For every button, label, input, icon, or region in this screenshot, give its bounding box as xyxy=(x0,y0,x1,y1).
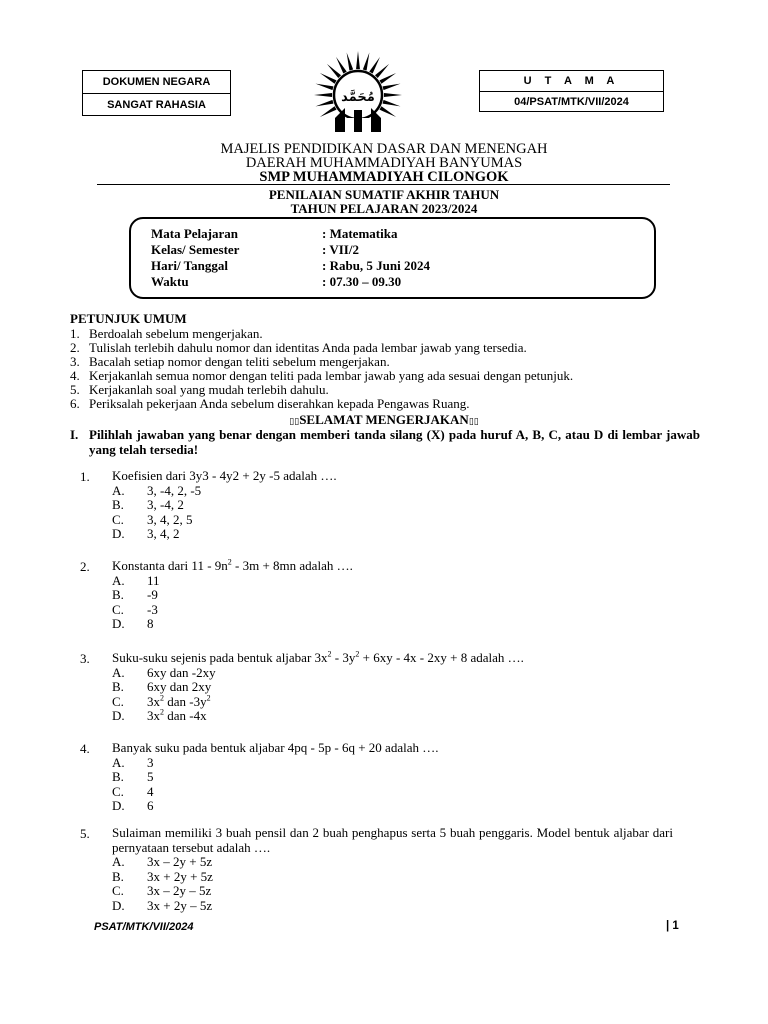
question-number: 4. xyxy=(80,741,90,756)
doc-classification: DOKUMEN NEGARA xyxy=(102,76,211,88)
institution-line-1: MAJELIS PENDIDIKAN DASAR DAN MENENGAH xyxy=(220,141,548,157)
logo-ray xyxy=(384,93,402,97)
option[interactable]: D. 3x + 2y – 5z xyxy=(112,897,213,913)
question-number: 1. xyxy=(80,469,90,484)
info-label: Hari/ Tanggal xyxy=(151,258,228,273)
option[interactable]: A. 3x – 2y + 5z xyxy=(112,854,213,869)
question-5 xyxy=(80,826,673,913)
option[interactable]: A. 11 xyxy=(112,572,160,588)
info-label: Kelas/ Semester xyxy=(151,242,240,257)
option[interactable]: A. 3, -4, 2, -5 xyxy=(112,482,202,498)
question-number: 5. xyxy=(80,826,90,841)
placeholder-glyphs: ▯▯ xyxy=(468,417,479,427)
doc-type: U T A M A xyxy=(523,75,620,87)
page-number: | 1 xyxy=(666,920,679,932)
question-text: Koefisien dari 3y3 - 4y2 + 2y -5 adalah …. xyxy=(112,468,337,483)
info-value: : Matematika xyxy=(322,226,398,241)
logo-ray xyxy=(314,93,332,97)
logo-ray xyxy=(363,52,370,70)
exam-info-box xyxy=(129,217,656,299)
header-rule xyxy=(97,184,670,185)
logo-ray xyxy=(383,84,401,91)
info-value: : Rabu, 5 Juni 2024 xyxy=(322,258,430,273)
logo-ray xyxy=(369,57,380,74)
institution-line-2: DAERAH MUHAMMADIYAH BANYUMAS xyxy=(245,155,523,171)
option[interactable]: C. $3x^2$ dan $-3y^2$ xyxy=(112,693,211,709)
option[interactable]: B. 6xy dan 2xy xyxy=(112,679,212,694)
logo-ray xyxy=(356,51,360,69)
info-label: Waktu xyxy=(151,274,189,289)
school-name: SMP MUHAMMADIYAH CILONGOK xyxy=(259,169,509,185)
logo-ray xyxy=(347,52,354,70)
logo-ray xyxy=(375,64,389,78)
logo-ray xyxy=(315,84,333,91)
footer-code: PSAT/MTK/VII/2024 xyxy=(94,921,194,933)
option[interactable]: B. 5 xyxy=(112,769,154,784)
logo-ray xyxy=(383,100,401,107)
question-4 xyxy=(80,741,673,814)
muhammadiyah-logo xyxy=(305,48,411,140)
logo-ray xyxy=(327,64,341,78)
section-text: Pilihlah jawaban yang benar dengan memberi tanda silang (X) pada huruf A, B, C, atau D di lembar jawab yang telah tersedia! xyxy=(89,427,700,457)
option[interactable]: B. 3x + 2y + 5z xyxy=(112,868,213,884)
logo-ray xyxy=(379,73,396,84)
question-text: Suku-suku sejenis pada bentuk aljabar $3x^2 - 3y^2 + 6xy - 4x - 2xy + 8$ adalah …. xyxy=(112,649,524,665)
header-box-right xyxy=(479,70,664,112)
option[interactable]: D. 3, 4, 2 xyxy=(112,526,180,541)
instructions-title: PETUNJUK UMUM xyxy=(70,311,187,326)
option[interactable]: B. 3, -4, 2 xyxy=(112,497,184,512)
option[interactable]: D. 8 xyxy=(112,616,154,631)
question-3 xyxy=(80,651,673,724)
logo-ray xyxy=(320,106,337,117)
question-text: Sulaiman memiliki 3 buah pensil dan 2 buah penghapus serta 5 buah penggaris. Model bentuk aljabar dari pernyataan tersebut adalah …. xyxy=(112,825,673,855)
question-2 xyxy=(80,559,673,632)
exam-year: TAHUN PELAJARAN 2023/2024 xyxy=(290,201,478,216)
question-text: Banyak suku pada bentuk aljabar 4pq - 5p - 6q + 20 adalah …. xyxy=(112,740,439,755)
option[interactable]: D. 6 xyxy=(112,798,154,813)
logo-ray xyxy=(315,100,333,107)
info-value: : VII/2 xyxy=(322,242,359,257)
closing-greeting: ▯▯SELAMAT MENGERJAKAN▯▯ xyxy=(289,412,479,427)
option[interactable]: C. 3, 4, 2, 5 xyxy=(112,511,193,527)
question-number: 3. xyxy=(80,651,90,666)
logo-ray xyxy=(320,73,337,84)
option[interactable]: D. $3x^2$ dan -4x xyxy=(112,707,207,723)
info-value: : 07.30 – 09.30 xyxy=(322,274,402,289)
option[interactable]: C. -3 xyxy=(112,601,158,617)
placeholder-glyphs: ▯▯ xyxy=(289,417,300,427)
option[interactable]: A. 6xy dan -2xy xyxy=(112,664,216,680)
doc-secrecy: SANGAT RAHASIA xyxy=(83,93,230,116)
header-box-left xyxy=(82,70,231,116)
question-text: Konstanta dari $11 - 9n^2 - 3m + 8mn$ adalah …. xyxy=(112,557,353,573)
info-label: Mata Pelajaran xyxy=(151,226,239,241)
option[interactable]: B. -9 xyxy=(112,587,158,602)
question-1 xyxy=(80,469,673,542)
section-instruction xyxy=(70,427,700,457)
logo-ray xyxy=(379,106,396,117)
question-number: 2. xyxy=(80,559,90,574)
logo-ray xyxy=(336,57,347,74)
section-number: I. xyxy=(70,427,79,442)
option[interactable]: A. 3 xyxy=(112,754,154,770)
logo-calligraphy: مُحَمَّد xyxy=(341,90,375,105)
exam-title: PENILAIAN SUMATIF AKHIR TAHUN xyxy=(268,187,500,202)
option[interactable]: C. 4 xyxy=(112,783,154,799)
option[interactable]: C. 3x – 2y – 5z xyxy=(112,883,212,898)
doc-code: 04/PSAT/MTK/VII/2024 xyxy=(480,91,663,112)
